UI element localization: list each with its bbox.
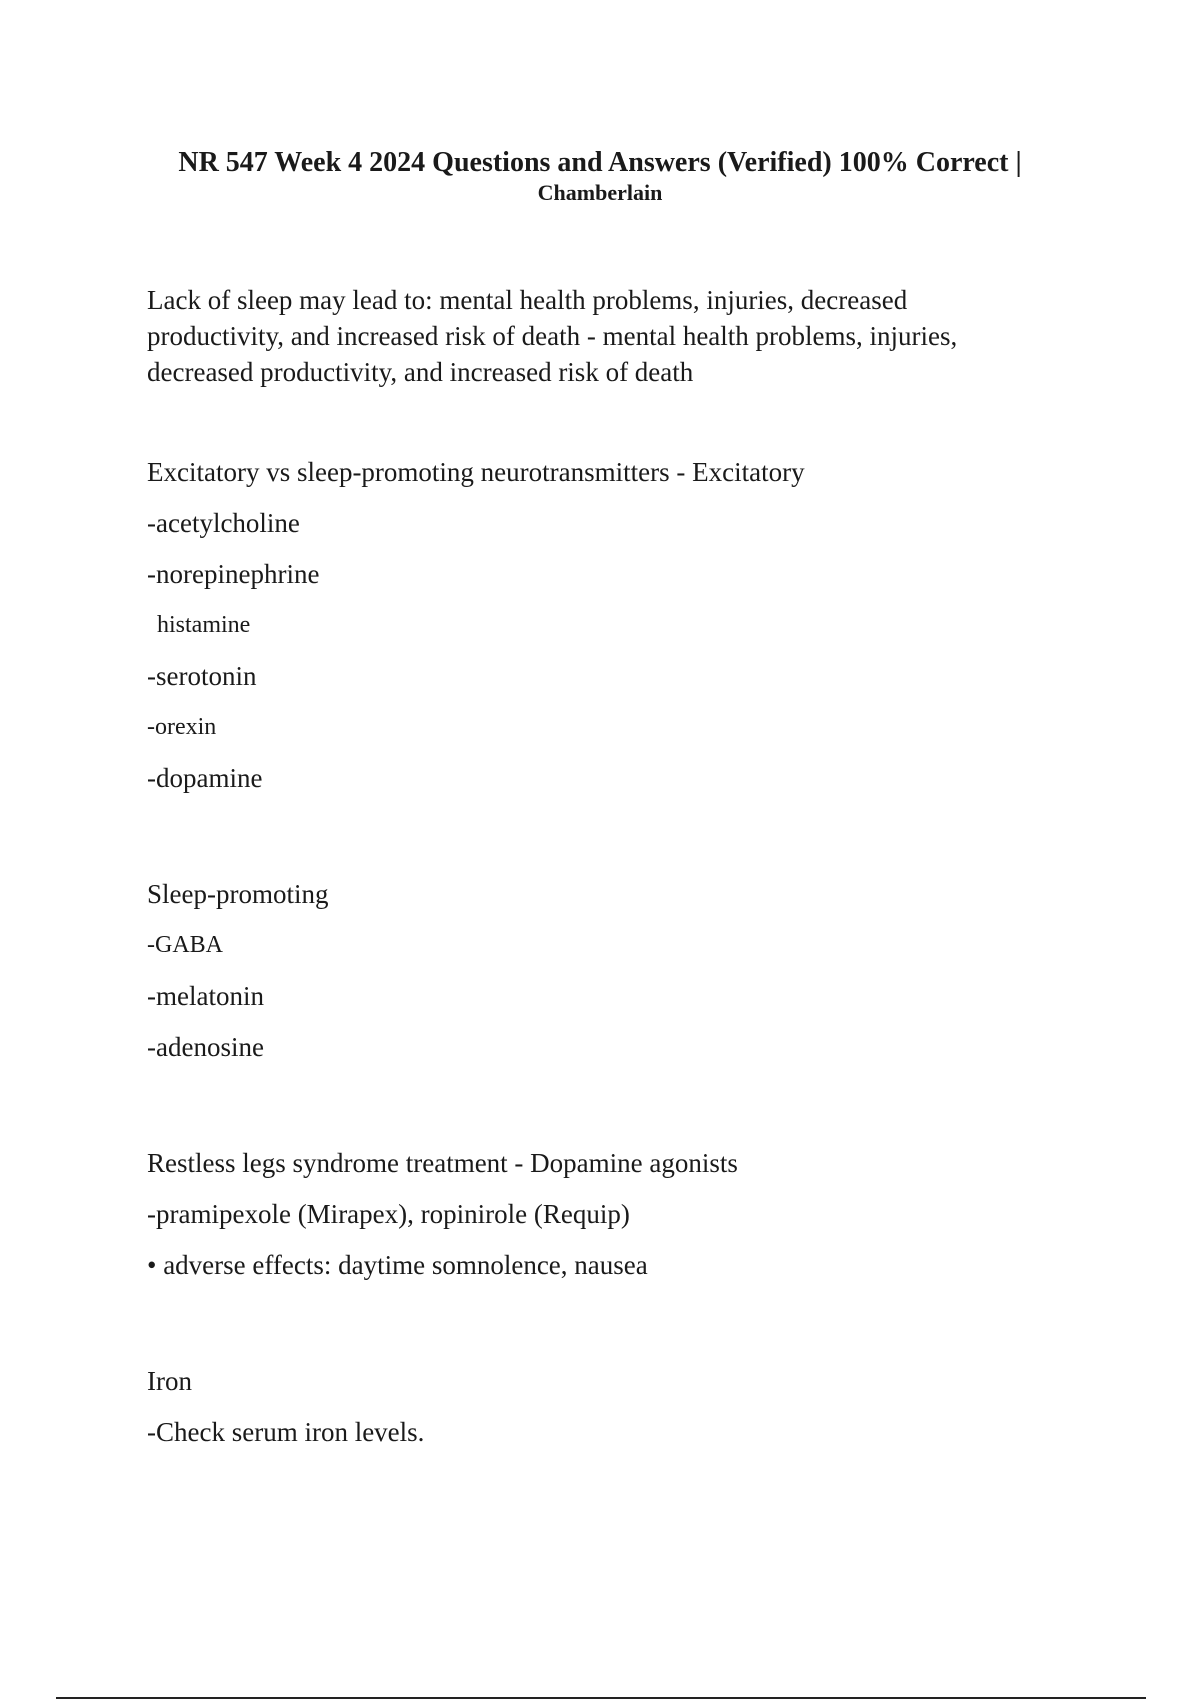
section-excitatory [147, 454, 1047, 811]
section-iron [147, 1363, 1047, 1465]
list-item: -norepinephrine [147, 559, 320, 589]
list-item: -acetylcholine [147, 508, 300, 538]
list-item: -adenosine [147, 1032, 264, 1062]
document-body [147, 282, 1047, 1465]
list-item: -dopamine [147, 763, 263, 793]
list-item: -GABA [147, 932, 223, 958]
list-item: -orexin [147, 714, 217, 740]
section-heading: Excitatory vs sleep-promoting neurotransmitters - Excitatory [147, 457, 805, 487]
list-item: -serotonin [147, 661, 257, 691]
intro-paragraph: Lack of sleep may lead to: mental health problems, injuries, decreased productivity, and increased risk of death - mental health problems, injuries, decreased productivity, and increased risk of death [147, 285, 958, 387]
footer-rule [56, 1697, 1146, 1699]
list-item: -pramipexole (Mirapex), ropinirole (Requip) [147, 1199, 630, 1229]
section-sleep-promoting [147, 876, 1047, 1080]
list-item: -Check serum iron levels. [147, 1417, 425, 1447]
section-heading: Sleep-promoting [147, 879, 329, 909]
document-title [120, 146, 1080, 206]
section-heading: Restless legs syndrome treatment - Dopamine agonists [147, 1148, 738, 1178]
list-item: histamine [157, 612, 251, 638]
section-restless-legs [147, 1145, 1047, 1298]
list-item: -melatonin [147, 981, 264, 1011]
title-line-2: Chamberlain [537, 180, 663, 205]
list-item: • adverse effects: daytime somnolence, nausea [147, 1250, 648, 1280]
section-heading: Iron [147, 1366, 192, 1396]
title-line-1: NR 547 Week 4 2024 Questions and Answers (Verified) 100% Correct | [178, 147, 1022, 178]
